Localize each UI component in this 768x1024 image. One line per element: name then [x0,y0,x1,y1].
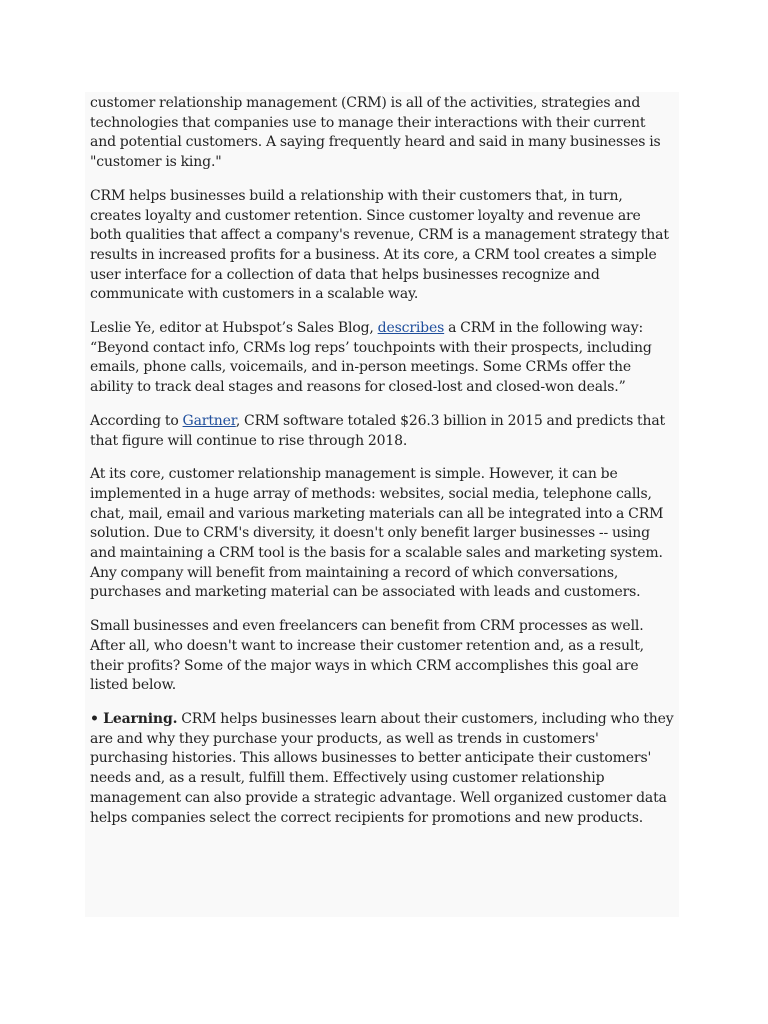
paragraph-text: CRM helps businesses build a relationship with their customers that, in turn, creates loyalty and customer retention. Since customer loyalty and revenue are both qualities that affect a company's revenue, CRM is a management strategy that results in increased profits for a business. At its core, a CRM tool creates a simple user interface for a collection of data that helps businesses recognize and communicate with customers in a scalable way. [90,187,669,303]
paragraph-crm-benefits [90,187,675,305]
paragraph-crm-methods [90,465,675,603]
gartner-link[interactable]: Gartner [182,412,236,429]
describes-link[interactable]: describes [377,320,445,337]
bullet-heading-learning: • Learning. [90,710,178,727]
paragraph-text-after-link: , CRM software totaled $26.3 billion in 2015 and predicts that that figure will continue to rise through 2018. [90,412,666,449]
paragraph-text: At its core, customer relationship management is simple. However, it can be implemented in a huge array of methods: websites, social media, telephone calls, chat, mail, email and various marketing materials can all be integrated into a CRM solution. Due to CRM's diversity, it doesn't only benefit larger businesses -- using and maintaining a CRM tool is the basis for a scalable sales and marketing system. Any company will benefit from maintaining a record of which conversations, purchases and marketing material can be associated with leads and customers. [90,466,664,601]
paragraph-small-businesses [90,617,675,696]
paragraph-text: Small businesses and even freelancers can benefit from CRM processes as well. After all, who doesn't want to increase their customer retention and, as a result, their profits? Some of the major ways in which CRM accomplishes this goal are listed below. [90,618,644,694]
paragraph-text-before-link: Leslie Ye, editor at Hubspot’s Sales Blog, [90,320,378,337]
paragraph-learning-bullet [90,710,675,828]
paragraph-text: CRM helps businesses learn about their customers, including who they are and why they purchase your products, as well as trends in customers' purchasing histories. This allows businesses to better anticipate their customers' needs and, as a result, fulfill them. Effectively using customer relationship management can also provide a strategic advantage. Well organized customer data helps companies select the correct recipients for promotions and new products. [90,710,674,826]
paragraph-text-before-link: According to [90,412,183,429]
paragraph-text-after-link: a CRM in the following way: “Beyond contact info, CRMs log reps’ touchpoints with their prospects, including emails, phone calls, voicemails, and in-person meetings. Some CRMs offer the ability to track deal stages and reasons for closed-lost and closed-won deals.” [90,320,652,396]
document-body [85,92,679,917]
paragraph-crm-definition [90,94,675,173]
paragraph-hubspot-quote [90,319,675,398]
paragraph-gartner [90,412,675,451]
paragraph-text: customer relationship management (CRM) is all of the activities, strategies and technologies that companies use to manage their interactions with their current and potential customers. A saying frequently heard and said in many businesses is "customer is king." [90,95,661,171]
